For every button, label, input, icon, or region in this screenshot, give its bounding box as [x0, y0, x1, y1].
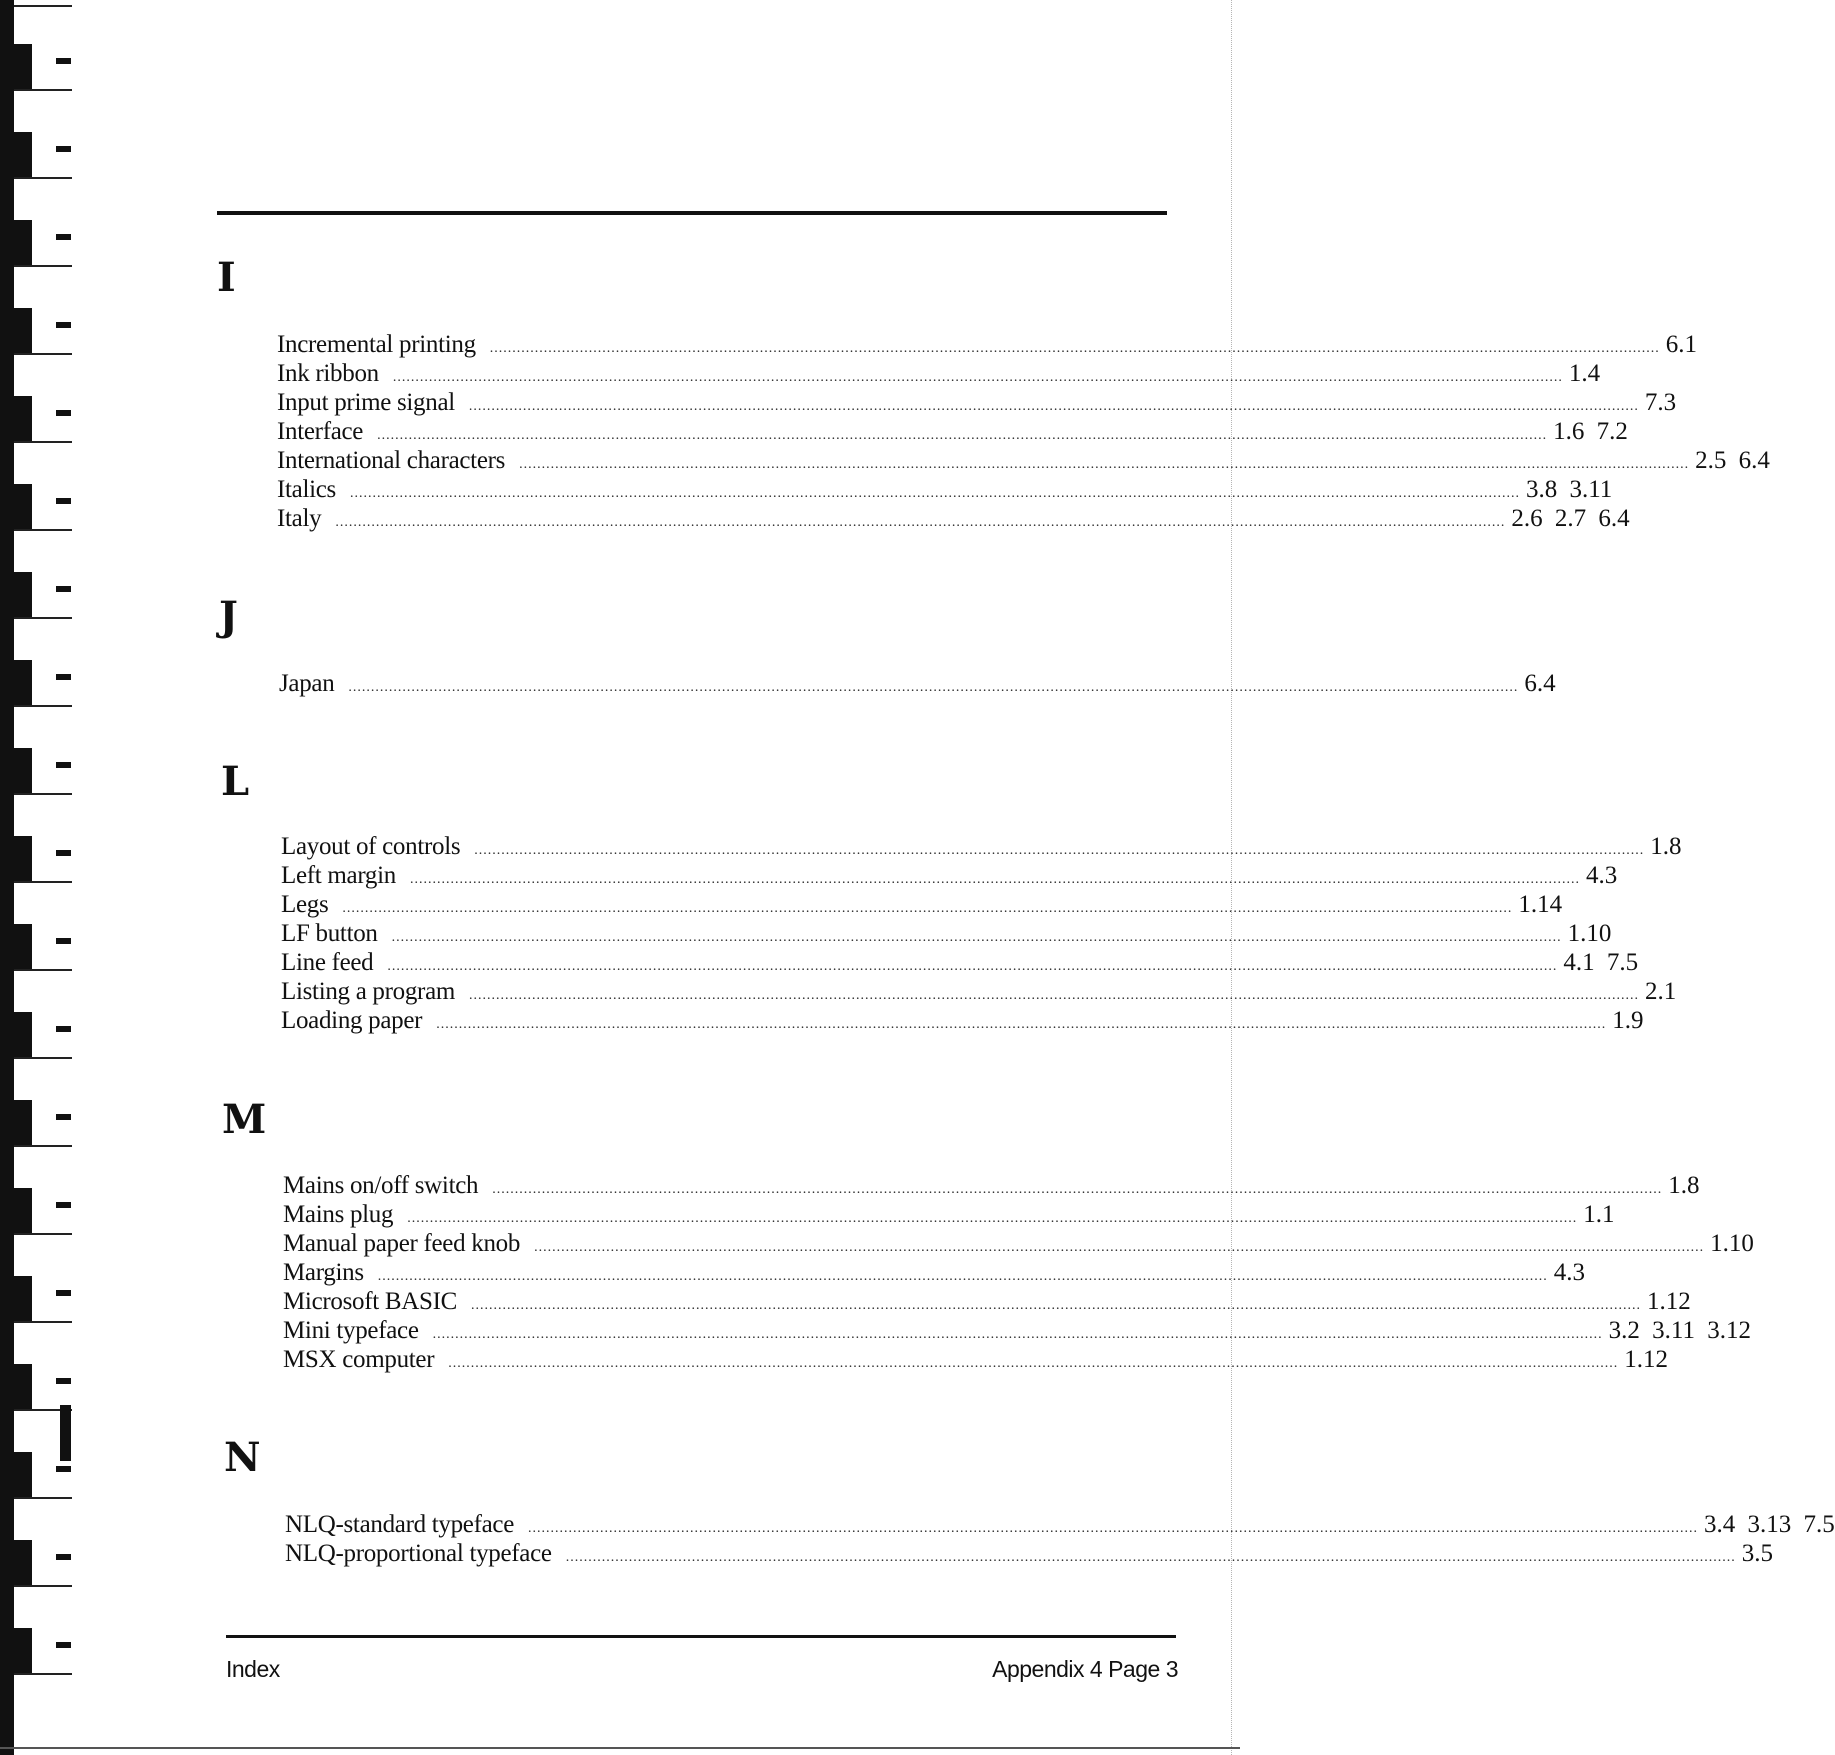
leader-dots: .................................................................................................................................................................................................................................................................... [387, 959, 1558, 974]
binding-mark [14, 748, 32, 794]
entry-term: Line feed [281, 949, 374, 976]
entry-term: Loading paper [281, 1007, 423, 1034]
leader-dots: .................................................................................................................................................................................................................................................................... [469, 988, 1640, 1003]
entry-list [281, 832, 1682, 1035]
index-entry [277, 388, 1677, 417]
entry-term: Incremental printing [277, 331, 476, 358]
index-entry [277, 504, 1630, 533]
index-entry [283, 1171, 1700, 1200]
entry-pages: 2.6 2.7 6.4 [1511, 505, 1630, 532]
binding-mark [56, 58, 71, 64]
binding-mark [14, 220, 32, 266]
header-rule [217, 211, 1167, 215]
binding-mark [14, 1452, 32, 1498]
index-entry [281, 1006, 1644, 1035]
binding-mark [56, 1026, 71, 1032]
section-letter: I [217, 254, 236, 301]
binding-mark [14, 836, 32, 882]
binding-mark [14, 44, 32, 90]
entry-term: Layout of controls [281, 833, 461, 860]
entry-pages: 1.8 [1650, 833, 1682, 860]
index-entry [277, 417, 1628, 446]
index-entry [277, 359, 1601, 388]
entry-pages: 3.5 [1741, 1540, 1773, 1567]
binding-mark [56, 1554, 71, 1560]
binding-mark [56, 234, 71, 240]
entry-pages: 1.14 [1518, 891, 1563, 918]
entry-pages: 1.8 [1668, 1172, 1700, 1199]
binding-mark [56, 1202, 71, 1208]
entry-term: Input prime signal [277, 389, 455, 416]
leader-dots: .................................................................................................................................................................................................................................................................... [470, 1298, 1641, 1313]
footer-section-label: Index [226, 1656, 280, 1682]
binding-mark [14, 308, 32, 354]
entry-pages: 4.3 [1553, 1259, 1586, 1286]
entry-term: Japan [279, 670, 335, 697]
leader-dots: .................................................................................................................................................................................................................................................................... [407, 1211, 1578, 1226]
index-entry [277, 330, 1698, 359]
entry-pages: 2.5 6.4 [1695, 447, 1770, 474]
entry-list [283, 1171, 1754, 1374]
binding-mark [14, 132, 32, 178]
leader-dots: .................................................................................................................................................................................................................................................................... [448, 1356, 1619, 1371]
binding-mark [14, 1100, 32, 1146]
entry-term: Mains plug [283, 1201, 394, 1228]
entry-pages: 3.4 3.13 7.5 [1704, 1511, 1835, 1538]
index-entry [281, 890, 1563, 919]
leader-dots: .................................................................................................................................................................................................................................................................... [335, 515, 1506, 530]
section-letter: M [222, 1096, 267, 1143]
index-entry [281, 861, 1618, 890]
section-letter: L [221, 758, 250, 805]
leader-dots: .................................................................................................................................................................................................................................................................... [342, 901, 1513, 916]
binding-mark [0, 0, 14, 1755]
entry-term: Margins [283, 1259, 364, 1286]
entry-term: NLQ-proportional typeface [285, 1540, 552, 1567]
binding-strip [0, 0, 80, 1755]
index-entry [283, 1229, 1754, 1258]
entry-pages: 1.12 [1646, 1288, 1691, 1315]
binding-mark [56, 674, 71, 680]
entry-list [285, 1510, 1835, 1568]
binding-mark [14, 1012, 32, 1058]
binding-mark [60, 1405, 71, 1461]
leader-dots: .................................................................................................................................................................................................................................................................... [391, 930, 1562, 945]
binding-mark [14, 1540, 32, 1586]
index-entry [283, 1316, 1751, 1345]
entry-term: Listing a program [281, 978, 456, 1005]
index-entry [281, 919, 1612, 948]
entry-term: Italy [277, 505, 322, 532]
binding-mark [56, 1290, 71, 1296]
index-entry [283, 1345, 1668, 1374]
binding-mark [56, 850, 71, 856]
section-letter: J [219, 593, 238, 640]
index-entry [277, 475, 1613, 504]
binding-mark [56, 938, 71, 944]
binding-mark [56, 586, 71, 592]
entry-term: LF button [281, 920, 378, 947]
binding-mark [14, 1628, 32, 1674]
index-entry [283, 1200, 1615, 1229]
page-bottom-edge [0, 1747, 1240, 1749]
entry-pages: 6.1 [1665, 331, 1698, 358]
entry-term: Manual paper feed knob [283, 1230, 521, 1257]
entry-pages: 1.10 [1567, 920, 1612, 947]
index-entry [281, 948, 1639, 977]
leader-dots: .................................................................................................................................................................................................................................................................... [565, 1550, 1736, 1565]
entry-pages: 7.3 [1644, 389, 1677, 416]
entry-pages: 1.4 [1568, 360, 1601, 387]
footer-rule [226, 1635, 1176, 1638]
entry-term: Legs [281, 891, 329, 918]
entry-list [277, 330, 1770, 533]
entry-term: Italics [277, 476, 336, 503]
entry-pages: 2.1 [1645, 978, 1677, 1005]
entry-term: Mini typeface [283, 1317, 419, 1344]
entry-term: Ink ribbon [277, 360, 379, 387]
binding-mark [56, 762, 71, 768]
index-entry [281, 832, 1682, 861]
entry-pages: 1.12 [1624, 1346, 1668, 1373]
binding-mark [56, 498, 71, 504]
entry-pages: 3.8 3.11 [1525, 476, 1613, 503]
leader-dots: .................................................................................................................................................................................................................................................................... [432, 1327, 1603, 1342]
binding-mark [56, 322, 71, 328]
binding-mark [56, 1378, 71, 1384]
leader-dots: .................................................................................................................................................................................................................................................................... [392, 370, 1563, 385]
binding-mark [14, 484, 32, 530]
leader-dots: .................................................................................................................................................................................................................................................................... [349, 486, 1520, 501]
binding-mark [14, 572, 32, 618]
entry-pages: 3.2 3.11 3.12 [1608, 1317, 1751, 1344]
binding-mark [14, 396, 32, 442]
binding-mark [14, 1364, 32, 1410]
entry-term: Microsoft BASIC [283, 1288, 457, 1315]
leader-dots: .................................................................................................................................................................................................................................................................... [377, 428, 1548, 443]
leader-dots: .................................................................................................................................................................................................................................................................... [489, 341, 1660, 356]
binding-mark [56, 146, 71, 152]
leader-dots: .................................................................................................................................................................................................................................................................... [519, 457, 1690, 472]
binding-mark [14, 1276, 32, 1322]
binding-mark [14, 660, 32, 706]
section-letter: N [224, 1434, 261, 1481]
entry-term: Mains on/off switch [283, 1172, 479, 1199]
leader-dots: .................................................................................................................................................................................................................................................................... [528, 1521, 1699, 1536]
index-entry [285, 1510, 1835, 1539]
entry-pages: 6.4 [1524, 670, 1556, 697]
leader-dots: .................................................................................................................................................................................................................................................................... [468, 399, 1639, 414]
index-entry [277, 446, 1770, 475]
index-entry [283, 1258, 1586, 1287]
entry-pages: 1.6 7.2 [1553, 418, 1628, 445]
leader-dots: .................................................................................................................................................................................................................................................................... [348, 680, 1519, 695]
index-entry [285, 1539, 1773, 1568]
leader-dots: .................................................................................................................................................................................................................................................................... [534, 1240, 1705, 1255]
index-entry [283, 1287, 1691, 1316]
entry-term: Left margin [281, 862, 396, 889]
entry-term: NLQ-standard typeface [285, 1511, 515, 1538]
leader-dots: .................................................................................................................................................................................................................................................................... [492, 1182, 1663, 1197]
leader-dots: .................................................................................................................................................................................................................................................................... [436, 1017, 1607, 1032]
entry-pages: 1.9 [1612, 1007, 1644, 1034]
leader-dots: .................................................................................................................................................................................................................................................................... [409, 872, 1580, 887]
index-entry [281, 977, 1677, 1006]
entry-pages: 4.3 [1585, 862, 1618, 889]
footer-page-number: Appendix 4 Page 3 [992, 1656, 1178, 1682]
entry-pages: 4.1 7.5 [1563, 949, 1639, 976]
entry-list [279, 669, 1556, 698]
binding-mark [14, 924, 32, 970]
binding-mark [56, 410, 71, 416]
leader-dots: .................................................................................................................................................................................................................................................................... [474, 843, 1645, 858]
leader-dots: .................................................................................................................................................................................................................................................................... [377, 1269, 1548, 1284]
entry-term: International characters [277, 447, 506, 474]
entry-pages: 1.1 [1583, 1201, 1615, 1228]
entry-term: MSX computer [283, 1346, 435, 1373]
entry-pages: 1.10 [1710, 1230, 1754, 1257]
binding-mark [56, 1466, 71, 1472]
binding-mark [14, 1188, 32, 1234]
index-entry [279, 669, 1556, 698]
entry-term: Interface [277, 418, 364, 445]
binding-mark [56, 1642, 71, 1648]
binding-mark [56, 1114, 71, 1120]
